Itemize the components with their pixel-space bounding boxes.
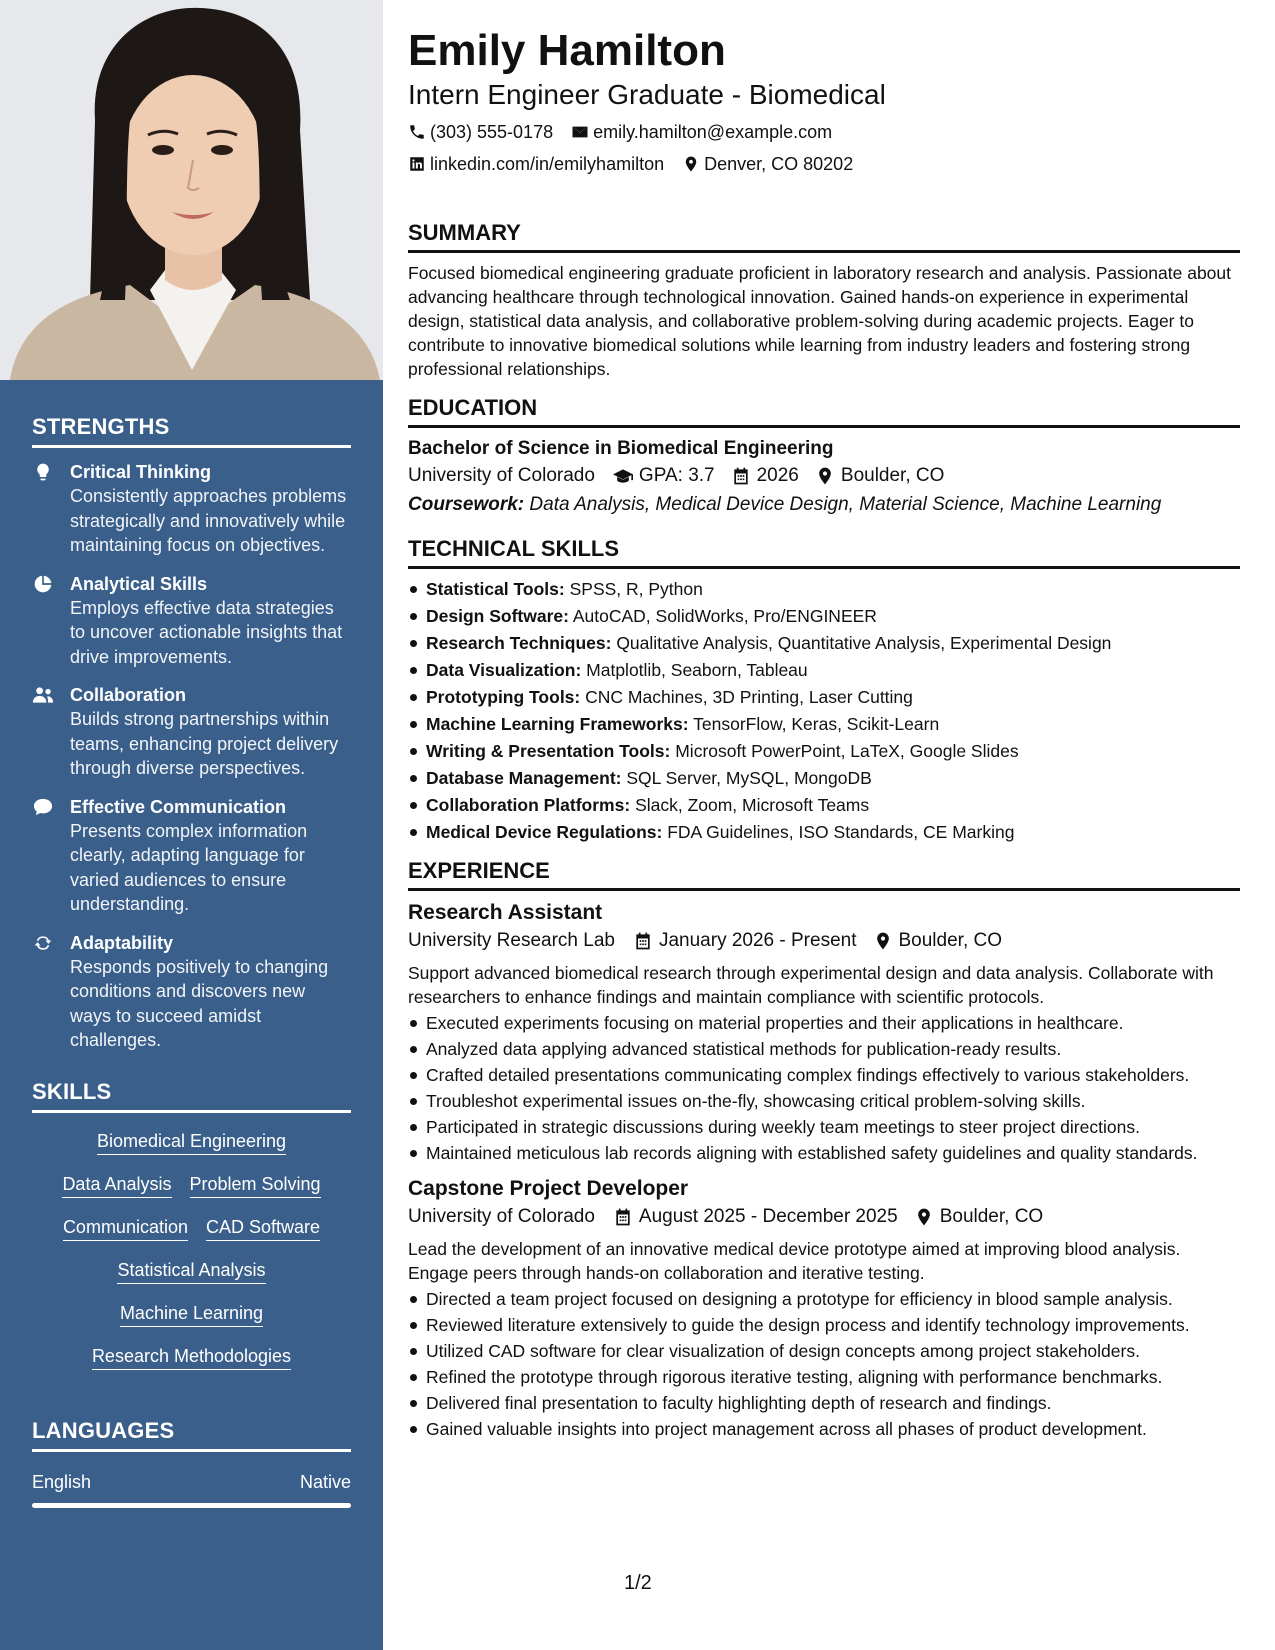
school-location: Boulder, CO: [840, 465, 945, 486]
summary-heading: SUMMARY: [408, 220, 1240, 253]
email-text: emily.hamilton@example.com: [593, 122, 833, 142]
phone-text: (303) 555-0178: [430, 122, 554, 142]
skill-tag: CAD Software: [206, 1215, 320, 1241]
map-pin-icon: [682, 155, 700, 173]
coursework-line: [408, 490, 1240, 520]
skill-values: Matplotlib, Seaborn, Tableau: [586, 660, 808, 680]
job-location: Boulder, CO: [939, 1206, 1044, 1227]
pie-chart-icon: [32, 572, 70, 670]
list-item: [408, 766, 1240, 790]
job-description: Lead the development of an innovative medical device prototype aimed at improving blood analysis. Engage peers through hands-on collaboration and iterative testing.: [408, 1239, 1181, 1283]
skill-category: Database Management:: [426, 768, 622, 788]
skill-tag: Machine Learning: [120, 1301, 263, 1327]
languages-heading: LANGUAGES: [32, 1418, 351, 1452]
skill-category: Prototyping Tools:: [426, 687, 581, 707]
education-section: [408, 395, 1240, 520]
skill-tag: Data Analysis: [62, 1172, 171, 1198]
strength-title: Adaptability: [70, 932, 174, 953]
language-level: Native: [299, 1471, 351, 1492]
list-item: [408, 685, 1240, 709]
graduation-cap-icon: [613, 466, 633, 486]
skill-tag: Communication: [63, 1215, 188, 1241]
skills-section: [32, 1079, 351, 1370]
list-item: Executed experiments focusing on material properties and their applications in healthcare.: [408, 1011, 1240, 1035]
list-item: Maintained meticulous lab records aligning with established safety guidelines and quality standards.: [408, 1141, 1240, 1165]
list-item: [408, 739, 1240, 763]
envelope-icon: [571, 123, 589, 141]
list-item: [408, 631, 1240, 655]
education-heading: EDUCATION: [408, 395, 1240, 428]
phone-icon: [408, 123, 426, 141]
skill-category: Medical Device Regulations:: [426, 822, 663, 842]
main-content: [408, 0, 1240, 1443]
strength-title: Critical Thinking: [70, 462, 212, 482]
job-entry: [408, 899, 1240, 1165]
sidebar: [0, 0, 383, 1650]
skill-values: Slack, Zoom, Microsoft Teams: [635, 795, 870, 815]
skill-category: Machine Learning Frameworks:: [426, 714, 689, 734]
job-meta: [408, 1203, 1240, 1231]
strength-description: Responds positively to changing conditions and discovers new ways to succeed amidst challenges.: [70, 956, 329, 1050]
language-proficiency-bar: [32, 1503, 351, 1508]
candidate-name: Emily Hamilton: [408, 26, 726, 75]
strength-item: [32, 572, 351, 670]
page-number: 1/2: [624, 1572, 652, 1594]
list-item: Troubleshot experimental issues on-the-fly, showcasing critical problem-solving skills.: [408, 1089, 1240, 1113]
strength-item: [32, 460, 351, 558]
job-dates: January 2026 - Present: [658, 930, 857, 951]
strength-description: Consistently approaches problems strategically and innovatively while maintaining focus on objectives.: [70, 486, 347, 555]
list-item: [408, 712, 1240, 736]
list-item: Gained valuable insights into project management across all phases of product development.: [408, 1417, 1240, 1441]
linkedin-text: linkedin.com/in/emilyhamilton: [430, 154, 665, 174]
linkedin-icon: [408, 155, 426, 173]
skills-heading: SKILLS: [32, 1079, 351, 1113]
language-name: English: [32, 1471, 92, 1492]
gpa-text: GPA: 3.7: [638, 465, 715, 486]
strength-title: Effective Communication: [70, 796, 287, 817]
contact-line-1: [408, 120, 1240, 144]
email-contact[interactable]: [571, 120, 832, 144]
list-item: Delivered final presentation to faculty highlighting depth of research and findings.: [408, 1391, 1240, 1415]
sync-icon: [32, 931, 70, 1053]
map-pin-icon: [815, 466, 835, 486]
candidate-title: Intern Engineer Graduate - Biomedical: [408, 79, 886, 110]
strength-item: [32, 683, 351, 781]
skill-tag: Biomedical Engineering: [97, 1129, 286, 1155]
skill-category: Writing & Presentation Tools:: [426, 741, 671, 761]
map-pin-icon: [914, 1207, 934, 1227]
technical-skills-section: [408, 536, 1240, 844]
calendar-icon: [633, 931, 653, 951]
list-item: [408, 820, 1240, 844]
job-organization: University Research Lab: [408, 930, 615, 951]
coursework-label: Coursework:: [408, 494, 525, 515]
list-item: Crafted detailed presentations communicating complex findings effectively to various stakeholders.: [408, 1063, 1240, 1087]
job-bullets: [408, 1287, 1240, 1441]
list-item: Directed a team project focused on designing a prototype for efficiency in blood sample analysis.: [408, 1287, 1240, 1311]
strengths-heading: STRENGTHS: [32, 414, 351, 448]
map-pin-icon: [873, 931, 893, 951]
skill-category: Statistical Tools:: [426, 579, 565, 599]
skill-values: SPSS, R, Python: [569, 579, 703, 599]
coursework-list: Data Analysis, Medical Device Design, Material Science, Machine Learning: [529, 494, 1162, 515]
skill-values: SQL Server, MySQL, MongoDB: [626, 768, 872, 788]
summary-section: [408, 220, 1240, 381]
skill-values: TensorFlow, Keras, Scikit-Learn: [693, 714, 940, 734]
experience-section: [408, 858, 1240, 1441]
job-entry: [408, 1175, 1240, 1441]
skill-category: Design Software:: [426, 606, 569, 626]
users-icon: [32, 683, 70, 781]
job-dates: August 2025 - December 2025: [638, 1206, 898, 1227]
list-item: Refined the prototype through rigorous iterative testing, aligning with performance benchmarks.: [408, 1365, 1240, 1389]
calendar-icon: [731, 466, 751, 486]
skill-values: FDA Guidelines, ISO Standards, CE Marking: [667, 822, 1015, 842]
languages-section: [32, 1418, 351, 1508]
list-item: Utilized CAD software for clear visualization of design concepts among project stakeholders.: [408, 1339, 1240, 1363]
list-item: [408, 793, 1240, 817]
list-item: [408, 577, 1240, 601]
list-item: Analyzed data applying advanced statistical methods for publication-ready results.: [408, 1037, 1240, 1061]
list-item: Reviewed literature extensively to guide the design process and identify technology improvements.: [408, 1313, 1240, 1337]
profile-photo: [0, 0, 383, 380]
list-item: [408, 604, 1240, 628]
location-text: Denver, CO 80202: [704, 154, 854, 174]
skill-values: AutoCAD, SolidWorks, Pro/ENGINEER: [572, 606, 877, 626]
calendar-icon: [613, 1207, 633, 1227]
skill-tag: Statistical Analysis: [117, 1258, 265, 1284]
strength-description: Employs effective data strategies to uncover actionable insights that drive improvements.: [70, 597, 343, 667]
list-item: [408, 658, 1240, 682]
school-name: University of Colorado: [408, 465, 595, 486]
skill-category: Collaboration Platforms:: [426, 795, 631, 815]
job-meta: [408, 927, 1240, 955]
speech-bubble-icon: [32, 795, 70, 917]
language-row: [32, 1472, 351, 1493]
strength-title: Collaboration: [70, 685, 186, 705]
strength-description: Presents complex information clearly, adapting language for varied audiences to ensure understanding.: [70, 820, 308, 914]
skill-tag: Problem Solving: [190, 1172, 321, 1198]
strengths-section: [32, 414, 351, 1053]
skill-values: Qualitative Analysis, Quantitative Analysis, Experimental Design: [616, 633, 1112, 653]
linkedin-contact[interactable]: [408, 152, 664, 176]
skill-tag: Research Methodologies: [92, 1344, 291, 1370]
technical-skills-heading: TECHNICAL SKILLS: [408, 536, 1240, 569]
education-meta: [408, 462, 1240, 490]
list-item: Participated in strategic discussions during weekly team meetings to steer project directions.: [408, 1115, 1240, 1139]
graduation-year: 2026: [756, 465, 799, 486]
job-organization: University of Colorado: [408, 1206, 595, 1227]
degree-title: Bachelor of Science in Biomedical Engineering: [408, 438, 834, 459]
contact-line-2: [408, 152, 1240, 176]
job-bullets: [408, 1011, 1240, 1165]
strength-title: Analytical Skills: [70, 573, 208, 594]
job-title: Research Assistant: [408, 901, 603, 924]
location-contact: [682, 152, 853, 176]
strength-item: [32, 931, 351, 1053]
job-description: Support advanced biomedical research through experimental design and data analysis. Collaborate with researchers to enhance findings and maintain compliance with scientific protocols.: [408, 963, 1214, 1007]
strength-item: [32, 795, 351, 917]
strength-description: Builds strong partnerships within teams, enhancing project delivery through diverse perspectives.: [70, 709, 339, 778]
phone-contact[interactable]: [408, 120, 553, 144]
summary-text: Focused biomedical engineering graduate proficient in laboratory research and analysis. Passionate about advancing healthcare through technological innovation. Gained hands-on experience in experimental design, statistical data analysis, and collaborative problem-solving during academic projects. Eager to contribute to innovative biomedical solutions while learning from industry leaders and fostering strong professional relationships.: [408, 263, 1232, 379]
skill-values: CNC Machines, 3D Printing, Laser Cutting: [585, 687, 913, 707]
portrait-illustration: [0, 0, 383, 380]
experience-heading: EXPERIENCE: [408, 858, 1240, 891]
lightbulb-icon: [32, 460, 70, 558]
job-location: Boulder, CO: [898, 930, 1002, 951]
skill-category: Research Techniques:: [426, 633, 612, 653]
technical-skills-list: [408, 577, 1240, 844]
skill-values: Microsoft PowerPoint, LaTeX, Google Slides: [675, 741, 1019, 761]
skill-category: Data Visualization:: [426, 660, 582, 680]
job-title: Capstone Project Developer: [408, 1177, 689, 1200]
